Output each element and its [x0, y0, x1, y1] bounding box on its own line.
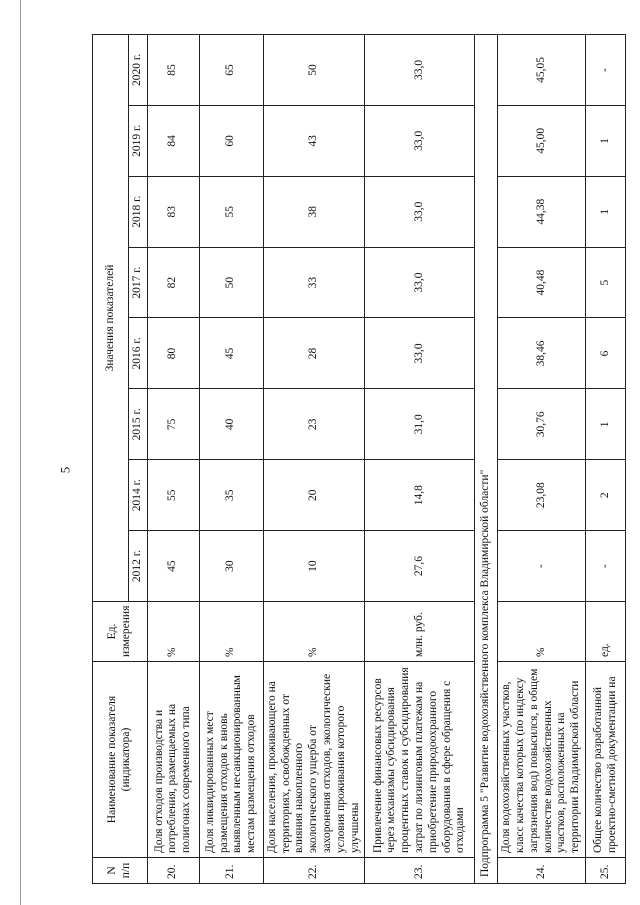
row-number: 23.	[365, 858, 475, 884]
value-cell: 45	[199, 318, 263, 389]
header-values-group: Значения показателей	[93, 35, 129, 602]
value-cell: 38,46	[498, 318, 586, 389]
value-cell: 31,0	[365, 389, 475, 460]
value-cell: 28	[263, 318, 365, 389]
table-row	[263, 35, 365, 884]
header-name: Наименование показателя (индикатора)	[93, 662, 148, 858]
value-cell: -	[498, 531, 586, 602]
table-row	[586, 35, 626, 884]
row-number: 25.	[586, 858, 626, 884]
value-cell: 33,0	[365, 318, 475, 389]
value-cell: 1	[586, 105, 626, 176]
value-cell: 20	[263, 460, 365, 531]
header-num: N п/п	[93, 858, 148, 884]
indicator-name: Общее количество разработанной проектно-сметной документации на	[586, 662, 626, 858]
value-cell: 84	[147, 105, 199, 176]
value-cell: 50	[199, 247, 263, 318]
value-cell: 38	[263, 176, 365, 247]
unit-cell: ед.	[586, 602, 626, 662]
value-cell: 55	[199, 176, 263, 247]
value-cell: 14,8	[365, 460, 475, 531]
row-number: 22.	[263, 858, 365, 884]
rotated-table	[92, 34, 618, 884]
value-cell: 6	[586, 318, 626, 389]
table-row	[147, 35, 199, 884]
header-year: 2012 г.	[129, 531, 148, 602]
value-cell: 45	[147, 531, 199, 602]
value-cell: 23,08	[498, 460, 586, 531]
value-cell: -	[586, 35, 626, 106]
value-cell: 75	[147, 389, 199, 460]
value-cell: 60	[199, 105, 263, 176]
value-cell: 33,0	[365, 176, 475, 247]
indicator-name: Привлечение финансовых ресурсов через механизмы субсидирования процентных ставок и субсидирования затрат по лизинговым платежам на приобретение природоохранного оборудования в сфере обращения с отходами	[365, 662, 475, 858]
header-unit: Ед. измерения	[93, 602, 148, 662]
value-cell: 55	[147, 460, 199, 531]
value-cell: 1	[586, 389, 626, 460]
indicator-name: Доля отходов производства и потребления, размещаемых на полигонах современного типа	[147, 662, 199, 858]
row-number: 20.	[147, 858, 199, 884]
value-cell: 43	[263, 105, 365, 176]
unit-cell: %	[263, 602, 365, 662]
subprogram-title: Подпрограмма 5 "Развитие водохозяйственного комплекса Владимирской области"	[475, 35, 498, 884]
value-cell: 85	[147, 35, 199, 106]
row-number: 24.	[498, 858, 586, 884]
value-cell: 83	[147, 176, 199, 247]
table-row	[365, 35, 475, 884]
value-cell: 1	[586, 176, 626, 247]
header-year: 2017 г.	[129, 247, 148, 318]
header-row-1	[93, 35, 129, 884]
table-container	[92, 34, 618, 884]
value-cell: 23	[263, 389, 365, 460]
page-number: 5	[57, 466, 73, 474]
value-cell: 45,00	[498, 105, 586, 176]
value-cell: 45,05	[498, 35, 586, 106]
value-cell: 30,76	[498, 389, 586, 460]
row-number: 21.	[199, 858, 263, 884]
value-cell: 30	[199, 531, 263, 602]
header-year: 2019 г.	[129, 105, 148, 176]
header-year: 2015 г.	[129, 389, 148, 460]
value-cell: 65	[199, 35, 263, 106]
subprogram-row	[475, 35, 498, 884]
value-cell: 33,0	[365, 35, 475, 106]
value-cell: 33,0	[365, 105, 475, 176]
value-cell: 33	[263, 247, 365, 318]
indicators-table	[92, 34, 626, 884]
value-cell: 44,38	[498, 176, 586, 247]
value-cell: -	[586, 531, 626, 602]
indicator-name: Доля ликвидированных мест размещения отходов к вновь выявленным несанкционированным местам размещения отходов	[199, 662, 263, 858]
value-cell: 40,48	[498, 247, 586, 318]
unit-cell: %	[498, 602, 586, 662]
value-cell: 80	[147, 318, 199, 389]
value-cell: 5	[586, 247, 626, 318]
unit-cell: %	[147, 602, 199, 662]
value-cell: 40	[199, 389, 263, 460]
unit-cell: %	[199, 602, 263, 662]
header-year: 2018 г.	[129, 176, 148, 247]
value-cell: 33,0	[365, 247, 475, 318]
indicator-name: Доля населения, проживающего на территориях, освобожденных от влияния накопленного экологического ущерба от захоронения отходов, экологические условия проживания которого улучшены	[263, 662, 365, 858]
value-cell: 82	[147, 247, 199, 318]
header-year: 2014 г.	[129, 460, 148, 531]
table-row	[498, 35, 586, 884]
value-cell: 50	[263, 35, 365, 106]
unit-cell: млн. руб.	[365, 602, 475, 662]
page-edge-line	[20, 0, 21, 905]
value-cell: 10	[263, 531, 365, 602]
value-cell: 2	[586, 460, 626, 531]
header-year: 2016 г.	[129, 318, 148, 389]
header-year: 2020 г.	[129, 35, 148, 106]
indicator-name: Доля водохозяйственных участков, класс качества которых (по индексу загрязнения вод) повысился, в общем количестве водохозяйственных участков, расположенных на территории Владимирской области	[498, 662, 586, 858]
value-cell: 35	[199, 460, 263, 531]
table-row	[199, 35, 263, 884]
value-cell: 27,6	[365, 531, 475, 602]
